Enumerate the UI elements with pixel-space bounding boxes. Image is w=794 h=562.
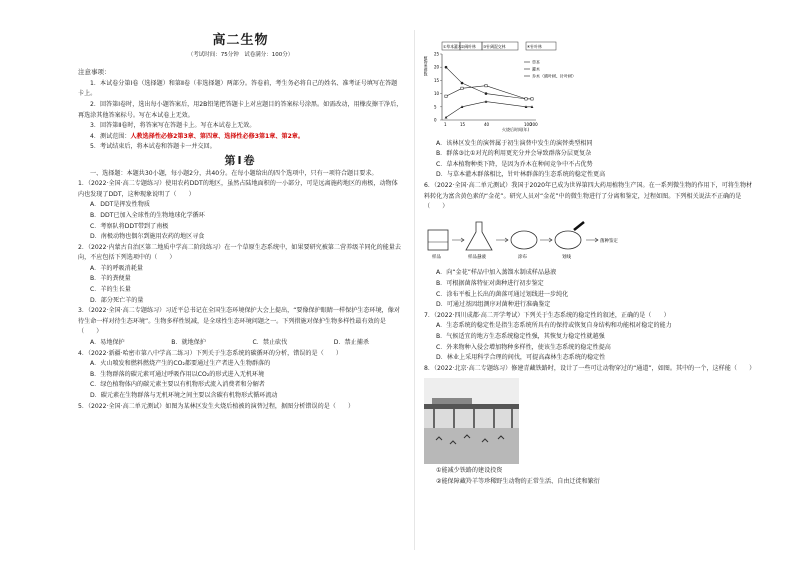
q7-option: D．林业上采用科学合理的间伐，可提高森林生态系统的稳定性 <box>436 354 606 362</box>
series-2-point <box>485 84 487 86</box>
sample-beaker-icon <box>428 230 448 250</box>
question-4-stem: 4．（2022·新疆·哈密市第八中学高二练习）下列关于生态系统的碳循环的分析，错误的是（ ） <box>78 349 342 357</box>
question-1-stem: 1．（2022·全国·高二专题练习）使用农药DDT的地区，虽然占陆地面积的一小部分，可是远离施药地区的南极，动物体内也发现了DDT，这种现象说明了（ ） <box>78 180 398 198</box>
y-tick-label: 10 <box>434 91 440 97</box>
legend-label-2: 灌木 <box>532 66 540 72</box>
flow-arrow-1 <box>452 238 464 242</box>
notice-item-2: 2．回答第Ⅰ卷时，选出每小题答案后，用2B铅笔把答题卡上对应题目的答案标号涂黑。如需改动，用橡皮擦干净后，再选涂其他答案标号。写在本试卷上无效。 <box>78 100 403 119</box>
question-6 <box>424 181 754 213</box>
q5-option-list <box>424 139 754 181</box>
y-axis-label: 植物类群数 <box>424 56 429 76</box>
stage-label: ①草本灌木 <box>443 44 462 49</box>
legend-label-3: 乔木（阔叶树、针叶树） <box>532 73 576 79</box>
series-1-point <box>485 92 488 95</box>
flow-arrow-2 <box>496 238 508 242</box>
q4-option: C．绿色植物体内的碳元素主要以有机物形式流入消费者和分解者 <box>90 381 265 389</box>
y-tick-label: 0 <box>434 117 437 123</box>
question-7 <box>424 311 754 364</box>
right-column <box>424 40 754 487</box>
flask-icon <box>466 222 492 250</box>
notice-item-3: 3．回答第Ⅱ卷时，将答案写在答题卡上。写在本试卷上无效。 <box>90 122 256 130</box>
question-2-stem: 2．（2022·内蒙古自治区第二地质中学高二阶段练习）在一个草原生态系统中，如果要研究被第二营养级羊同化的能量去向，不应包括下列选项中的（ ） <box>78 243 401 262</box>
y-tick-label: 25 <box>434 51 440 57</box>
x-axis-label: 火烧后时间(年) <box>502 127 530 132</box>
railway-wildlife-passage-photo <box>424 378 519 464</box>
x-tick-label: 40 <box>484 122 490 127</box>
q7-option: B．气候适宜的地方生态系统稳定性强，其恢复力稳定性就越强 <box>436 332 605 340</box>
series-1-point <box>445 66 448 69</box>
exam-title: 高二生物 <box>212 33 269 48</box>
q3-options <box>78 338 403 349</box>
question-5-stem: 5．（2022·全国·高二单元测试）如图为某林区发生火烧后植被的演替过程，据图分析错误的是（ ） <box>78 402 355 410</box>
q3-option: D．禁止捕杀 <box>333 339 369 347</box>
x-tick-label: 15 <box>460 122 466 127</box>
railway-bridge-deck <box>424 404 519 409</box>
notice-scope-red: 人教选择性必修2第3章、第四章、选择性必修3第1章、第2章。 <box>130 132 304 140</box>
notice-scope-label: 4．测试范围： <box>90 132 131 140</box>
question-6-stem: 6．（2022·全国·高二单元测试）我国于2020年已成为世界第四大药用植物生产国。在一系列微生物的作用下，可将生物材料转化为富含黄色素的“金花”。研究人员对“金花”中的微生物进行了分离和鉴定，过程如图。下列相关说法不正确的是（ ） <box>424 181 753 211</box>
q5-option: B．群落③比①对光的利用更充分并会导致群落分层更复杂 <box>436 150 592 158</box>
q1-option: C．考察队将DDT带到了南极 <box>90 222 169 230</box>
x-tick-label: 100 <box>524 122 532 127</box>
q6-options <box>424 268 754 310</box>
flow-label-plate: 涂布 <box>518 254 527 260</box>
inoculation-loop-icon <box>574 222 584 230</box>
series-2-point <box>531 98 533 100</box>
q8-option: ②能保障藏羚羊等珍稀野生动物的正常生活、自由迁徙和繁衍 <box>436 477 600 485</box>
q4-option: D．碳元素在生物群落与无机环境之间主要以含碳有机物形式循环流动 <box>90 392 278 399</box>
stage-label: ②阔叶林 <box>461 44 476 49</box>
flow-label-streak: 划线 <box>562 254 571 260</box>
q1-option: D．南极动物也偶尔到施用农药的地区寻食 <box>90 233 205 241</box>
y-tick-label: 5 <box>434 104 437 110</box>
q8-option-list <box>424 466 754 487</box>
microbe-isolation-flow-diagram <box>424 216 624 262</box>
series-2-point <box>445 95 447 97</box>
q1-option: A．DDT是挥发性物质 <box>90 201 150 209</box>
train-icon <box>432 398 472 404</box>
x-tick-label: 1 <box>444 122 447 127</box>
stage-label: ④针叶林 <box>527 44 542 49</box>
series-1-point <box>461 82 464 85</box>
exam-subtitle: （考试时间：75分钟 试卷满分：100分） <box>187 51 294 58</box>
q5-options <box>424 139 754 181</box>
series-line-3 <box>446 102 532 118</box>
question-8-stem: 8．（2022·北京·高二专题练习）修建青藏铁路时，设计了一些可让动物穿过的“通道”，如图。其中的一个，这样能（ ） <box>424 364 756 372</box>
stage-label: ③针阔混交林 <box>483 44 506 49</box>
q5-option: C．草本植物种类下降，是因为乔木在种间竞争中不占优势 <box>436 160 593 168</box>
flow-label-suspension: 样品悬液 <box>468 254 486 260</box>
q7-options <box>424 321 754 363</box>
notice-heading: 注意事项： <box>78 68 111 77</box>
q6-option: B．可根据菌落特征对菌种进行初步鉴定 <box>436 279 544 287</box>
flow-label-sample: 样品 <box>432 254 441 260</box>
plate-dish-icon <box>511 231 537 249</box>
q5-option: D．与草本灌木群落相比，针叶林群落的生态系统的稳定性更高 <box>436 171 606 179</box>
q4-options <box>78 359 403 401</box>
series-line-2 <box>446 86 532 99</box>
section-title: 第Ⅰ卷 <box>224 153 257 167</box>
q1-option: B．DDT已加入全球性的生物地球化学循环 <box>90 211 205 219</box>
succession-line-chart <box>424 40 584 132</box>
q6-option: C．涂布平板上长出的菌落可通过划线进一步纯化 <box>436 290 569 298</box>
flow-arrow-4 <box>586 238 598 242</box>
x-tick-label: 200 <box>530 122 538 127</box>
notice-item-5: 5．考试结束后，将本试卷和答题卡一并交回。 <box>90 143 216 151</box>
flow-label-identify: 菌种鉴定 <box>600 238 618 244</box>
photo-ground <box>424 428 519 464</box>
series-2-point <box>525 98 527 100</box>
q8-option: ①能减少铁路的建设投资 <box>436 467 503 475</box>
q6-option: D．可通过基因组测序对菌种进行准确鉴定 <box>436 301 551 309</box>
notice-item-4 <box>78 132 403 143</box>
left-question-list <box>78 179 403 412</box>
flow-arrow-3 <box>540 238 552 242</box>
q2-options <box>78 264 403 306</box>
q6-option-list <box>424 268 754 310</box>
series-3-point <box>445 116 448 119</box>
q4-option: A．火山喷发和燃料燃烧产生的CO₂都要通过生产者进入生物群落的 <box>90 360 271 368</box>
q6-option: A．向“金花”样品中加入蒸馏水制成样品悬液 <box>436 269 557 277</box>
q4-option: B．生物群落的碳元素可通过呼吸作用以CO₂的形式进入无机环境 <box>90 370 265 378</box>
series-2-point <box>461 87 463 89</box>
series-line-1 <box>446 67 532 99</box>
question-7-stem: 7．（2022·四川成都·高二开学考试）下列关于生态系统的稳定性的叙述，正确的是（ ） <box>424 311 670 319</box>
legend-label-1: 草本 <box>532 59 540 65</box>
q8-options <box>424 466 754 487</box>
notice-item-1: 1．本试卷分第Ⅰ卷（选择题）和第Ⅱ卷（非选择题）两部分。答卷前，考生务必将自己的姓名、准考证号填写在答题卡上。 <box>78 79 398 98</box>
y-tick-label: 15 <box>434 77 440 83</box>
y-tick-label: 20 <box>434 64 440 70</box>
q5-option: A．该林区发生的演替属于初生演替中发生的演替类型相同 <box>436 139 593 147</box>
q7-option: C．外来物种入侵会增加物种多样性，使该生态系统的稳定性提高 <box>436 343 611 351</box>
q3-option: B．就地保护 <box>171 339 206 347</box>
section-instruction: 一、选择题：本题共30小题，每小题2分，共40分。在每小题给出的四个选项中，只有一项符合题目要求。 <box>90 169 378 177</box>
column-divider <box>414 30 415 550</box>
left-column <box>78 33 403 412</box>
q1-options <box>78 200 403 242</box>
q2-option: B．羊的粪便量 <box>90 275 131 283</box>
question-3-stem: 3．（2022·全国·高二专题练习）习近平总书记在全国生态环境保护大会上提出，“要像保护眼睛一样保护生态环境，像对待生命一样对待生态环境”。生物多样性锐减，是全球性生态环境问题之一。下列措施对保护生物多样性最有效的是（ ） <box>78 307 400 336</box>
q2-option: A．羊的呼吸消耗量 <box>90 264 143 272</box>
q2-option: D．部分死亡羊的量 <box>90 296 144 304</box>
q7-option: A．生态系统的稳定性是指生态系统所具有的保持或恢复自身结构和功能相对稳定的能力 <box>436 322 672 330</box>
streak-dish-icon <box>555 231 581 249</box>
q2-option: C．羊的生长量 <box>90 286 131 294</box>
q3-option: A．易地保护 <box>90 339 125 347</box>
q3-option: C．禁止砍伐 <box>252 339 288 347</box>
question-8 <box>424 364 754 375</box>
